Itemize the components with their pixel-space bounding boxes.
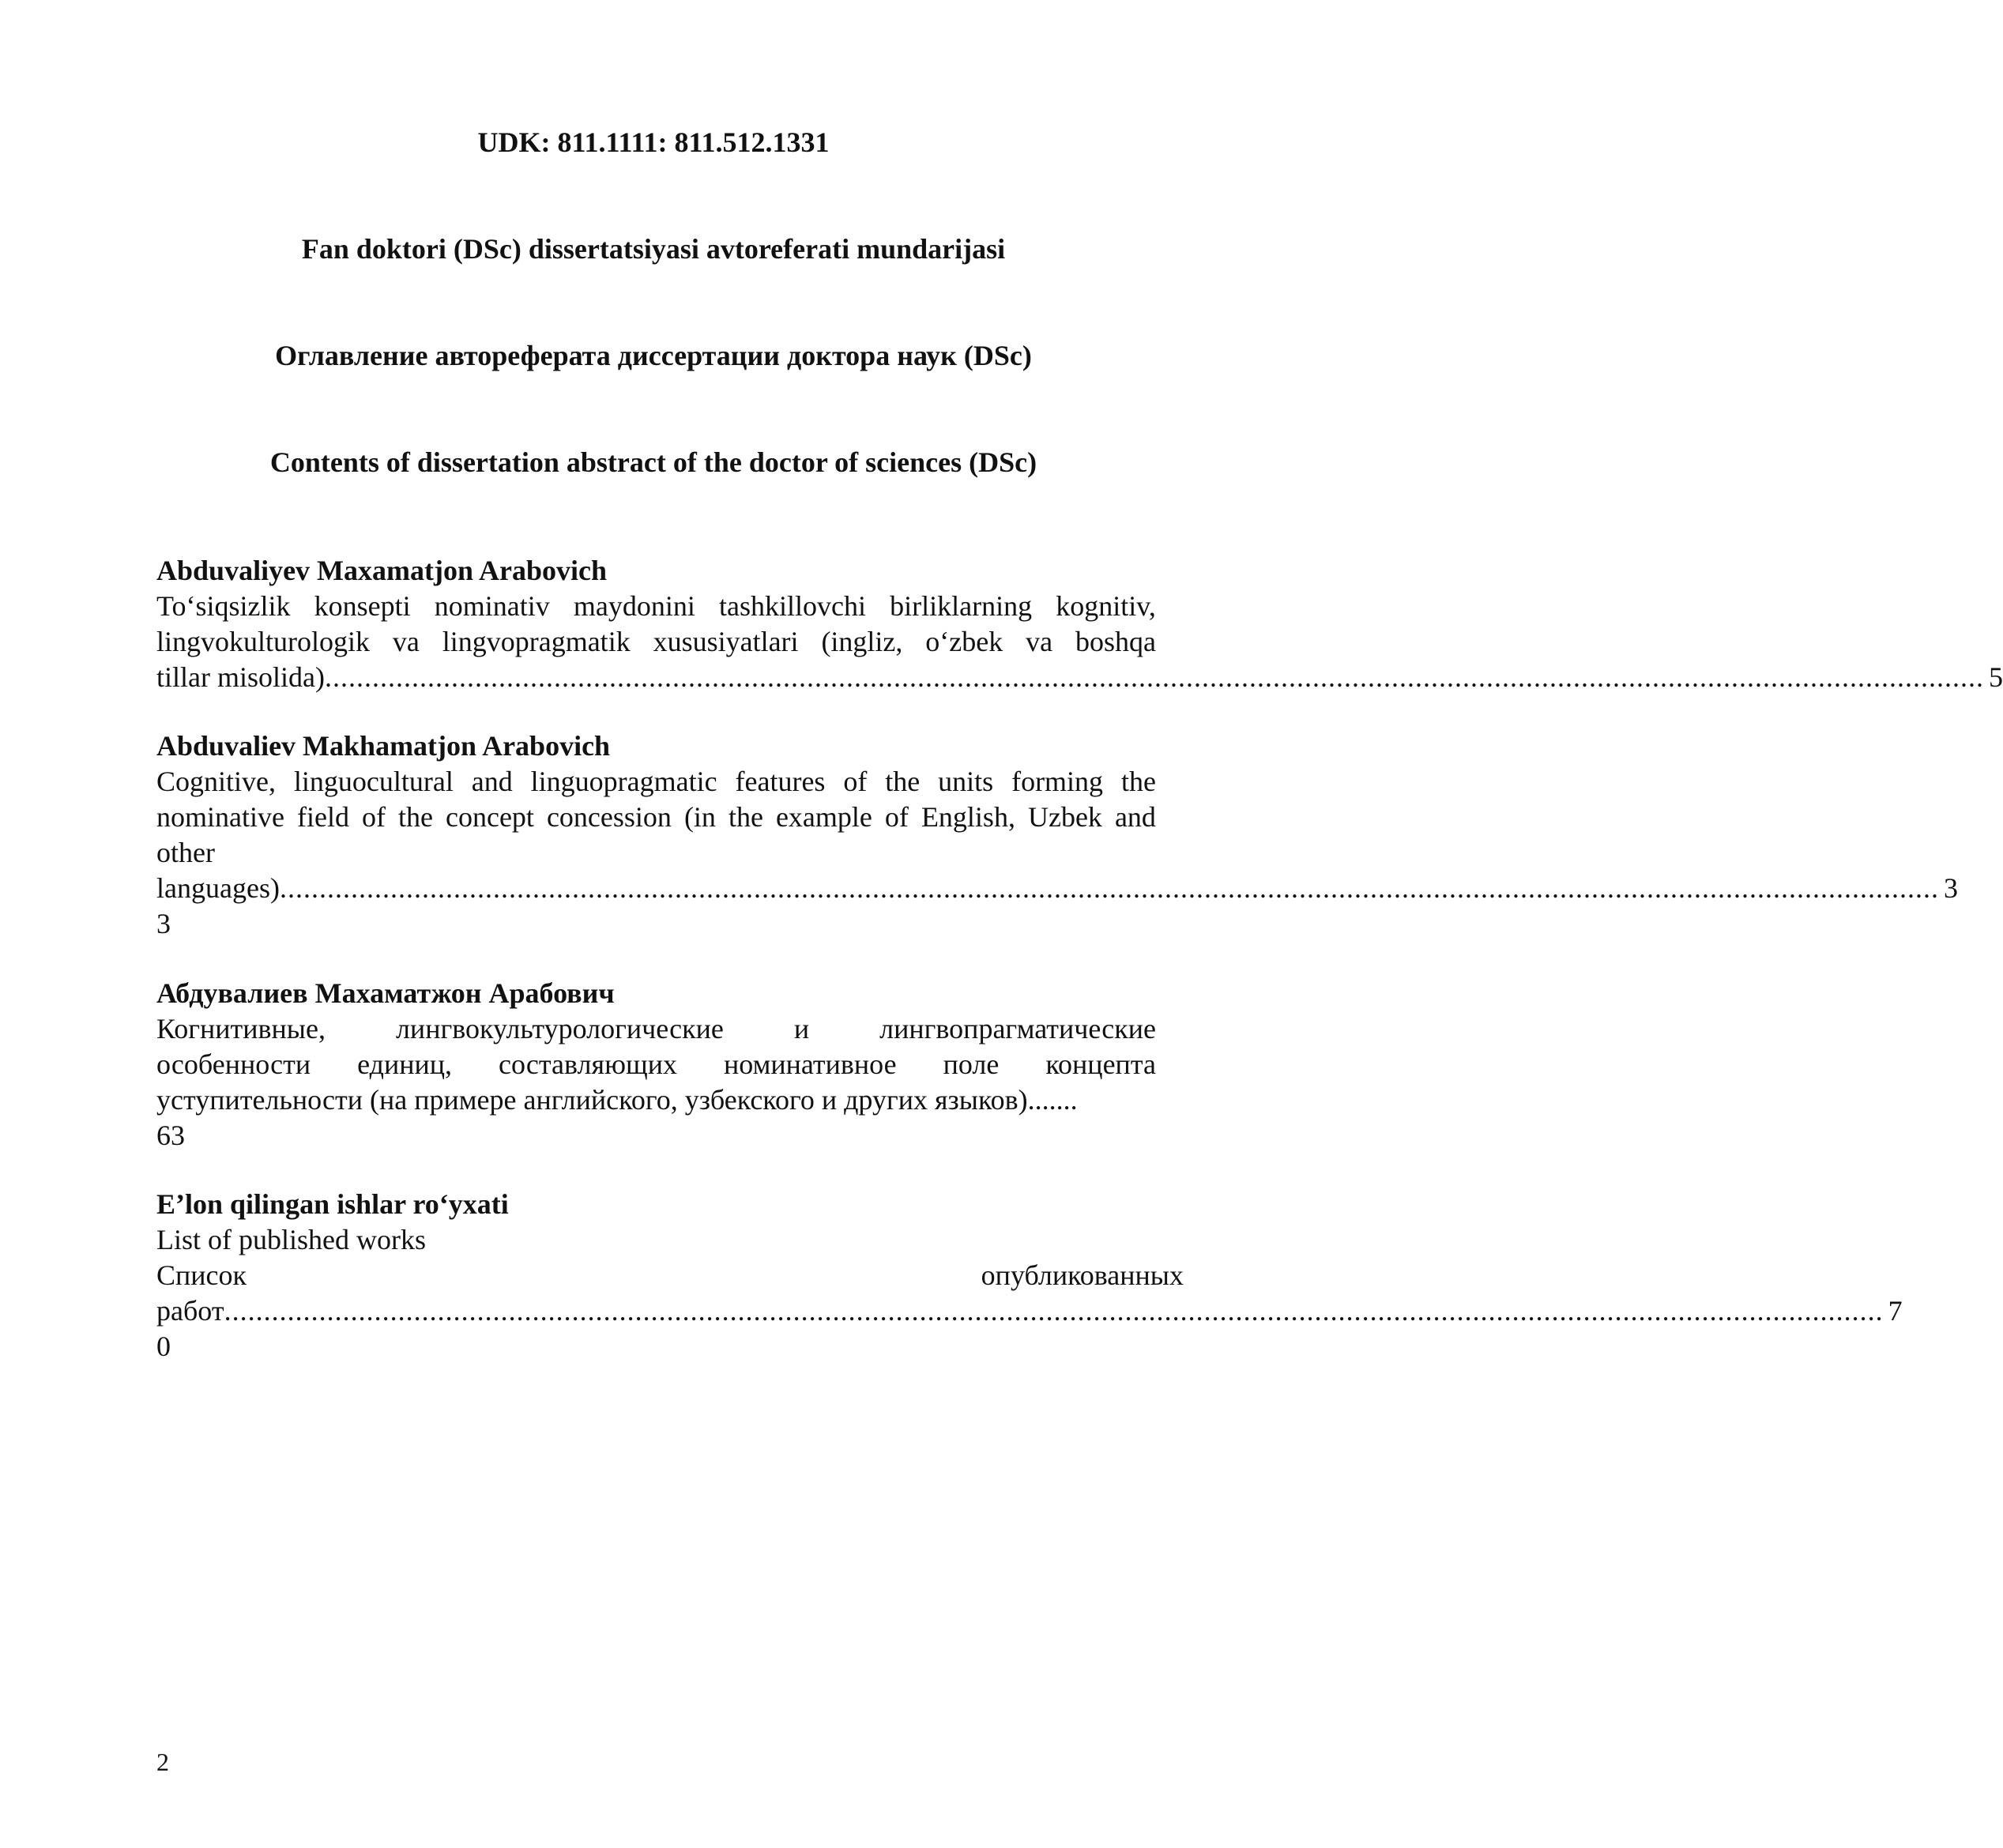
toc-entry-4 xyxy=(156,1187,1903,1364)
entry-title-line: Cognitive, linguocultural and linguopragmatic features of the units forming the xyxy=(156,766,1156,797)
toc-entry-1 xyxy=(156,553,2003,695)
entry-author: E’lon qilingan ishlar ro‘yxati xyxy=(156,1188,509,1220)
entry-page-number: 7 xyxy=(1888,1295,1903,1327)
leader-dots: .................................................................................................................................................................................................................. xyxy=(224,1295,1884,1327)
title-russian: Оглавление автореферата диссертации доктора наук (DSc) xyxy=(275,340,1032,371)
entry-title-last-line: tillar misolida) .................................................................................................................................................................................................................. 5 xyxy=(156,660,1184,695)
entry-page-number-wrap: 0 xyxy=(156,1330,171,1362)
entry-title-line: Список опубликованных xyxy=(156,1259,1184,1291)
entry-author: Abduvaliev Makhamatjon Arabovich xyxy=(156,730,611,762)
entry-title-line: To‘siqsizlik konsepti nominativ maydonini tashkillovchi birliklarning kognitiv, xyxy=(156,590,1156,622)
entry-title-last-line: работ .................................................................................................................................................................................................................. 7 xyxy=(156,1293,1184,1329)
toc-entry-3 xyxy=(156,976,1184,1154)
entry-page-number: 5 xyxy=(1988,661,2003,693)
title-english: Contents of dissertation abstract of the doctor of sciences (DSc) xyxy=(269,446,1037,478)
leader-dots: .................................................................................................................................................................................................................. xyxy=(279,872,1939,904)
page-number: 2 xyxy=(156,1748,169,1776)
entry-page-number-wrap: 3 xyxy=(156,908,171,939)
entry-title-last-line: уступительности (на примере английского, узбекского и других языков)....... xyxy=(156,1084,1078,1116)
toc-entry-2 xyxy=(156,728,1958,942)
leader-dots: .................................................................................................................................................................................................................. xyxy=(324,661,1984,693)
entry-title-last-line: languages) .................................................................................................................................................................................................................. 3 xyxy=(156,871,1184,906)
entry-title-line: lingvokulturologik va lingvopragmatik xususiyatlari (ingliz, o‘zbek va boshqa xyxy=(156,626,1156,657)
title-uzbek: Fan doktori (DSc) dissertatsiyasi avtoreferati mundarijasi xyxy=(301,233,1006,265)
entry-title-line: Когнитивные, лингвокультурологические и лингвопрагматические xyxy=(156,1013,1156,1044)
entry-title-line: особенности единиц, составляющих номинативное поле концепта xyxy=(156,1048,1156,1080)
entry-page-number-wrap: 63 xyxy=(156,1120,185,1151)
entry-author: Abduvaliyev Maxamatjon Arabovich xyxy=(156,555,608,586)
entry-author: Абдувалиев Махаматжон Арабович xyxy=(156,977,615,1009)
udk-code: UDK: 811.1111: 811.512.1331 xyxy=(477,126,830,158)
entry-title-line: List of published works xyxy=(156,1224,426,1255)
entry-title-line: other xyxy=(156,837,215,868)
entry-title-line: nominative field of the concept concession (in the example of English, Uzbek and xyxy=(156,801,1156,833)
entry-page-number: 3 xyxy=(1943,872,1958,904)
